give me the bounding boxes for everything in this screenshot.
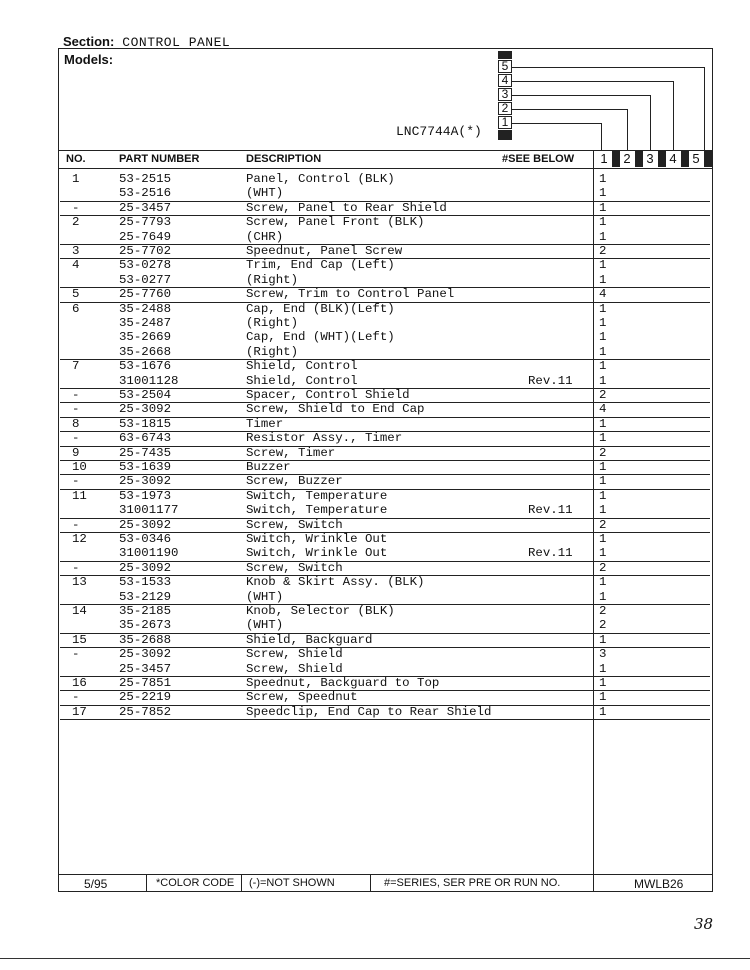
row-quantity: 2: [599, 388, 607, 402]
footer-doc-id: MWLB26: [634, 877, 684, 891]
row-description: Shield, Control: [246, 359, 358, 374]
row-quantity: 1: [599, 172, 607, 186]
row-see-below: Rev.11: [528, 373, 573, 388]
row-number: 13: [72, 575, 87, 590]
row-quantity: 1: [599, 460, 607, 474]
col-number-5: 5: [692, 151, 700, 166]
row-number: 14: [72, 604, 87, 618]
row-part-number: 25-3457: [119, 661, 172, 676]
col-header-no: NO.: [66, 153, 86, 165]
row-part-number: 53-1973: [119, 488, 172, 503]
row-number: 7: [72, 359, 80, 374]
ladder-line-3: [512, 95, 651, 96]
row-part-number: 25-7649: [119, 229, 172, 244]
row-part-number: 25-7852: [119, 704, 172, 719]
col-header-part-number: PART NUMBER: [119, 153, 200, 165]
row-number: 3: [72, 244, 80, 258]
table-row: [60, 618, 710, 633]
col-number-marker: [704, 151, 712, 167]
row-description: Shield, Control: [246, 373, 358, 388]
row-part-number: 53-0277: [119, 272, 172, 287]
row-description: Cap, End (BLK)(Left): [246, 301, 395, 316]
row-description: (Right): [246, 344, 299, 359]
row-number: -: [72, 690, 80, 705]
ladder-box-2: 2: [498, 102, 512, 115]
table-row: [60, 460, 710, 475]
footer-color-code: *COLOR CODE: [156, 877, 235, 889]
row-quantity: 1: [599, 416, 607, 431]
row-part-number: 35-2488: [119, 301, 172, 316]
table-row: [60, 662, 710, 677]
ladder-box-1: 1: [498, 116, 512, 129]
row-description: Resistor Assy., Timer: [246, 431, 403, 446]
row-part-number: 25-7702: [119, 244, 172, 258]
row-number: 16: [72, 676, 87, 690]
row-quantity: 1: [599, 330, 607, 345]
row-number: 1: [72, 172, 80, 186]
row-number: -: [72, 402, 80, 417]
row-quantity: 1: [599, 258, 607, 273]
row-description: Screw, Switch: [246, 517, 343, 532]
row-number: 8: [72, 416, 80, 431]
footer-divider: [241, 875, 242, 891]
row-quantity: 1: [599, 546, 607, 561]
row-quantity: 1: [599, 431, 607, 446]
row-quantity: 1: [599, 229, 607, 244]
row-description: Spacer, Control Shield: [246, 388, 410, 402]
row-part-number: 35-2669: [119, 330, 172, 345]
table-row: [60, 374, 710, 389]
row-part-number: 35-2487: [119, 316, 172, 330]
footer-divider: [593, 875, 594, 891]
row-description: Cap, End (WHT)(Left): [246, 330, 395, 345]
row-quantity: 1: [599, 488, 607, 503]
row-part-number: 25-3092: [119, 402, 172, 417]
table-row: [60, 230, 710, 245]
table-row: [60, 302, 710, 316]
row-quantity: 3: [599, 647, 607, 662]
row-quantity: 4: [599, 402, 607, 417]
row-description: Screw, Shield: [246, 647, 343, 662]
row-quantity: 1: [599, 690, 607, 705]
row-part-number: 53-2504: [119, 388, 172, 402]
ladder-line-5: [512, 67, 705, 68]
table-row: [60, 359, 710, 373]
section-label: Section:: [63, 34, 115, 49]
row-quantity: 2: [599, 604, 607, 618]
row-quantity: 2: [599, 517, 607, 532]
table-row: [60, 287, 710, 302]
table-row: [60, 215, 710, 229]
table-row: [60, 402, 710, 417]
page-number: 38: [694, 915, 714, 933]
ladder-box-3: 3: [498, 88, 512, 101]
row-part-number: 53-0278: [119, 258, 172, 273]
row-description: Screw, Panel Front (BLK): [246, 215, 425, 230]
ladder-box-4: 4: [498, 74, 512, 87]
row-part-number: 31001177: [119, 503, 179, 518]
table-row: [60, 446, 710, 461]
ladder-drop-5: [704, 67, 705, 150]
page-bottom-rule: [0, 958, 750, 959]
row-see-below: Rev.11: [528, 546, 573, 561]
col-number-4: 4: [669, 151, 677, 166]
ladder-cap: [498, 51, 512, 59]
row-part-number: 25-3092: [119, 647, 172, 662]
table-row: [60, 244, 710, 259]
table-row: [60, 330, 710, 344]
ladder-box-5: 5: [498, 60, 512, 73]
table-row: [60, 604, 710, 618]
row-part-number: 25-7435: [119, 445, 172, 460]
row-description: (Right): [246, 316, 299, 330]
row-description: Speednut, Backguard to Top: [246, 676, 440, 690]
ladder-drop-3: [650, 95, 651, 150]
row-part-number: 35-2688: [119, 632, 172, 647]
footer-not-shown: (-)=NOT SHOWN: [249, 877, 335, 889]
row-part-number: 25-7760: [119, 287, 172, 302]
row-description: Timer: [246, 416, 284, 431]
row-number: 11: [72, 488, 87, 503]
row-part-number: 35-2673: [119, 618, 172, 633]
row-quantity: 1: [599, 661, 607, 676]
row-quantity: 1: [599, 301, 607, 316]
table-row: [60, 273, 710, 288]
row-description: (WHT): [246, 618, 284, 633]
row-quantity: 1: [599, 186, 607, 201]
footer-series-note: #=SERIES, SER PRE OR RUN NO.: [384, 877, 561, 889]
row-number: -: [72, 388, 80, 402]
ladder-drop-1: [601, 123, 602, 150]
table-row: [60, 316, 710, 330]
col-number-3: 3: [646, 151, 654, 166]
row-number: 10: [72, 460, 87, 474]
row-number: -: [72, 200, 80, 215]
model-name: LNC7744A(*): [396, 124, 482, 139]
row-part-number: 53-2516: [119, 186, 172, 201]
row-number: -: [72, 517, 80, 532]
row-quantity: 1: [599, 344, 607, 359]
table-row: [60, 633, 710, 648]
row-description: Screw, Trim to Control Panel: [246, 287, 455, 302]
table-row: [60, 705, 710, 720]
row-description: Speednut, Panel Screw: [246, 244, 403, 258]
col-number-2: 2: [623, 151, 631, 166]
row-description: Knob & Skirt Assy. (BLK): [246, 575, 425, 590]
row-quantity: 2: [599, 445, 607, 460]
row-number: 5: [72, 287, 80, 302]
row-number: -: [72, 474, 80, 489]
row-description: Switch, Wrinkle Out: [246, 532, 388, 546]
row-description: Panel, Control (BLK): [246, 172, 395, 186]
row-number: -: [72, 647, 80, 662]
table-row: [60, 258, 710, 272]
row-quantity: 1: [599, 474, 607, 489]
row-quantity: 2: [599, 560, 607, 575]
table-row: [60, 489, 710, 503]
section-value: CONTROL PANEL: [122, 35, 231, 50]
row-description: Speedclip, End Cap to Rear Shield: [246, 704, 492, 719]
row-description: Screw, Switch: [246, 560, 343, 575]
ladder-line-4: [512, 81, 674, 82]
row-quantity: 2: [599, 244, 607, 258]
row-number: 12: [72, 532, 87, 546]
ladder-base: [498, 130, 512, 140]
row-quantity: 1: [599, 272, 607, 287]
table-row: [60, 690, 710, 705]
ladder-drop-2: [627, 109, 628, 150]
row-number: 6: [72, 301, 80, 316]
row-part-number: 53-1676: [119, 359, 172, 374]
row-quantity: 1: [599, 503, 607, 518]
footer-divider: [370, 875, 371, 891]
row-description: Buzzer: [246, 460, 291, 474]
table-row: [60, 474, 710, 489]
row-quantity: 1: [599, 359, 607, 374]
row-quantity: 1: [599, 589, 607, 604]
row-part-number: 53-2515: [119, 172, 172, 186]
header-bottom-rule: [58, 168, 713, 169]
row-quantity: 1: [599, 532, 607, 546]
ladder-drop-4: [673, 81, 674, 150]
row-number: -: [72, 431, 80, 446]
header-col-divider: [593, 150, 594, 168]
row-description: (WHT): [246, 186, 284, 201]
ladder-line-1: [512, 123, 602, 124]
row-description: Switch, Temperature: [246, 488, 388, 503]
table-row: [60, 388, 710, 403]
table-row: [60, 503, 710, 518]
row-part-number: 35-2185: [119, 604, 172, 618]
ladder-line-2: [512, 109, 628, 110]
table-row: [60, 546, 710, 561]
row-quantity: 1: [599, 373, 607, 388]
table-row: [60, 575, 710, 589]
table-row: [60, 186, 710, 201]
row-description: (Right): [246, 272, 299, 287]
row-description: Switch, Wrinkle Out: [246, 546, 388, 561]
row-description: Shield, Backguard: [246, 632, 373, 647]
row-part-number: 25-3092: [119, 517, 172, 532]
row-number: 4: [72, 258, 80, 273]
row-number: 15: [72, 632, 87, 647]
table-row: [60, 417, 710, 432]
row-quantity: 1: [599, 200, 607, 215]
table-row: [60, 172, 710, 186]
row-part-number: 53-1815: [119, 416, 172, 431]
table-row: [60, 676, 710, 691]
row-part-number: 25-2219: [119, 690, 172, 705]
row-description: Switch, Temperature: [246, 503, 388, 518]
row-quantity: 1: [599, 575, 607, 590]
row-description: Screw, Buzzer: [246, 474, 343, 489]
row-description: Screw, Panel to Rear Shield: [246, 200, 447, 215]
models-label: Models:: [64, 52, 114, 67]
row-part-number: 53-1639: [119, 460, 172, 474]
row-quantity: 1: [599, 704, 607, 719]
table-row: [60, 431, 710, 446]
row-description: Screw, Shield: [246, 661, 343, 676]
row-description: Trim, End Cap (Left): [246, 258, 395, 273]
row-part-number: 31001128: [119, 373, 179, 388]
row-number: -: [72, 560, 80, 575]
row-part-number: 31001190: [119, 546, 179, 561]
row-quantity: 1: [599, 316, 607, 330]
row-description: Screw, Speednut: [246, 690, 358, 705]
row-part-number: 53-2129: [119, 589, 172, 604]
row-description: Screw, Shield to End Cap: [246, 402, 425, 417]
row-see-below: Rev.11: [528, 503, 573, 518]
col-header-description: DESCRIPTION: [246, 153, 322, 165]
row-description: (WHT): [246, 589, 284, 604]
table-row: [60, 590, 710, 605]
footer-date: 5/95: [84, 877, 108, 891]
row-part-number: 25-3092: [119, 474, 172, 489]
table-row: [60, 201, 710, 216]
col-header-see-below: #SEE BELOW: [502, 153, 575, 165]
table-row: [60, 647, 710, 661]
col-number-1: 1: [600, 151, 608, 166]
row-part-number: 63-6743: [119, 431, 172, 446]
row-number: 9: [72, 445, 80, 460]
row-part-number: 25-3457: [119, 200, 172, 215]
row-part-number: 35-2668: [119, 344, 172, 359]
row-number: 17: [72, 704, 87, 719]
row-quantity: 2: [599, 618, 607, 633]
footer-divider: [146, 875, 147, 891]
footer: [58, 874, 713, 892]
table-row: [60, 561, 710, 576]
row-quantity: 1: [599, 632, 607, 647]
table-row: [60, 532, 710, 546]
table-row: [60, 345, 710, 360]
row-description: (CHR): [246, 229, 284, 244]
row-quantity: 1: [599, 215, 607, 230]
table-row: [60, 518, 710, 533]
row-quantity: 4: [599, 287, 607, 302]
row-description: Knob, Selector (BLK): [246, 604, 395, 618]
row-part-number: 25-3092: [119, 560, 172, 575]
row-part-number: 53-1533: [119, 575, 172, 590]
row-number: 2: [72, 215, 80, 230]
row-part-number: 25-7793: [119, 215, 172, 230]
row-quantity: 1: [599, 676, 607, 690]
row-description: Screw, Timer: [246, 445, 336, 460]
row-part-number: 53-0346: [119, 532, 172, 546]
row-part-number: 25-7851: [119, 676, 172, 690]
